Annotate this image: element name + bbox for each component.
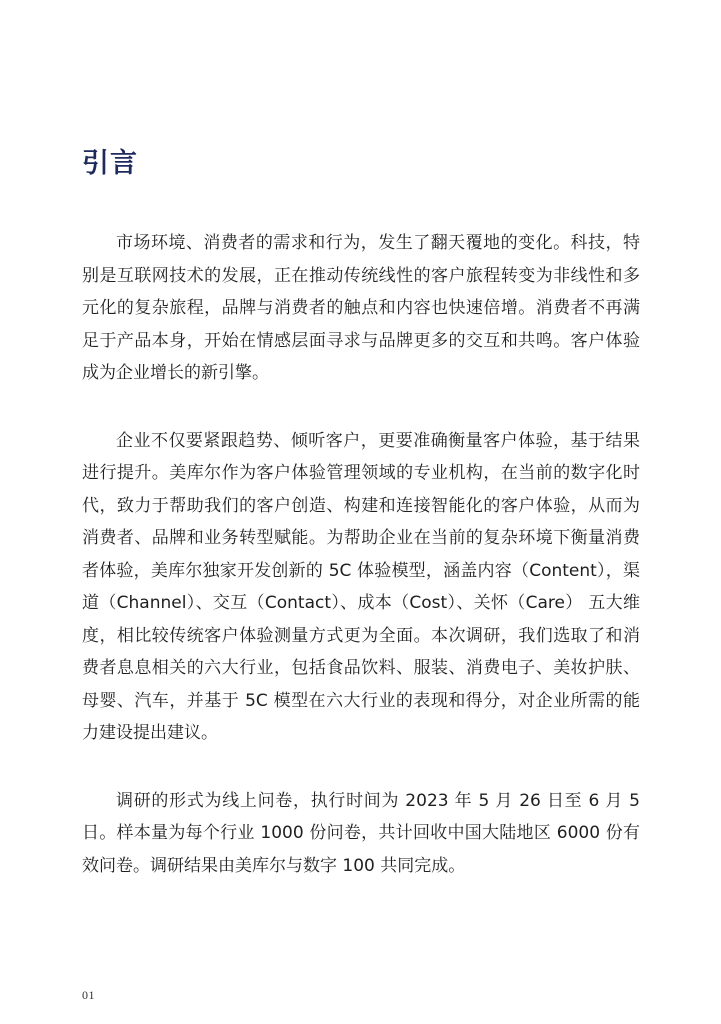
page-number: 01 <box>82 988 95 1002</box>
intro-body <box>82 227 640 917</box>
paragraph-5c-model: 企业不仅要紧跟趋势、倾听客户，更要准确衡量客户体验，基于结果进行提升。美库尔作为客户体验管理领域的专业机构，在当前的数字化时代，致力于帮助我们的客户创造、构建和连接智能化的客户体验，从而为消费者、品牌和业务转型赋能。为帮助企业在当前的复杂环境下衡量消费者体验，美库尔独家开发创新的 5C 体验模型，涵盖内容（Content），渠道（Channel）、交互（Contact）、成本（Cost）、关怀（Care） 五大维度，相比较传统客户体验测量方式更为全面。本次调研，我们选取了和消费者息息相关的六大行业，包括食品饮料、服装、消费电子、美妆护肤、母婴、汽车，并基于 5C 模型在六大行业的表现和得分，对企业所需的能力建设提出建议。 <box>82 430 640 743</box>
paragraph-survey-method: 调研的形式为线上问卷，执行时间为 2023 年 5 月 26 日至 6 月 5 日。样本量为每个行业 1000 份问卷，共计回收中国大陆地区 6000 份有效问卷。调研结果由美库尔与数字 100 共同完成。 <box>82 790 640 876</box>
page-title: 引言 <box>82 148 138 179</box>
paragraph-market-environment: 市场环境、消费者的需求和行为，发生了翻天覆地的变化。科技，特别是互联网技术的发展，正在推动传统线性的客户旅程转变为非线性和多元化的复杂旅程，品牌与消费者的触点和内容也快速倍增。消费者不再满足于产品本身，开始在情感层面寻求与品牌更多的交互和共鸣。客户体验成为企业增长的新引擎。 <box>82 233 640 383</box>
